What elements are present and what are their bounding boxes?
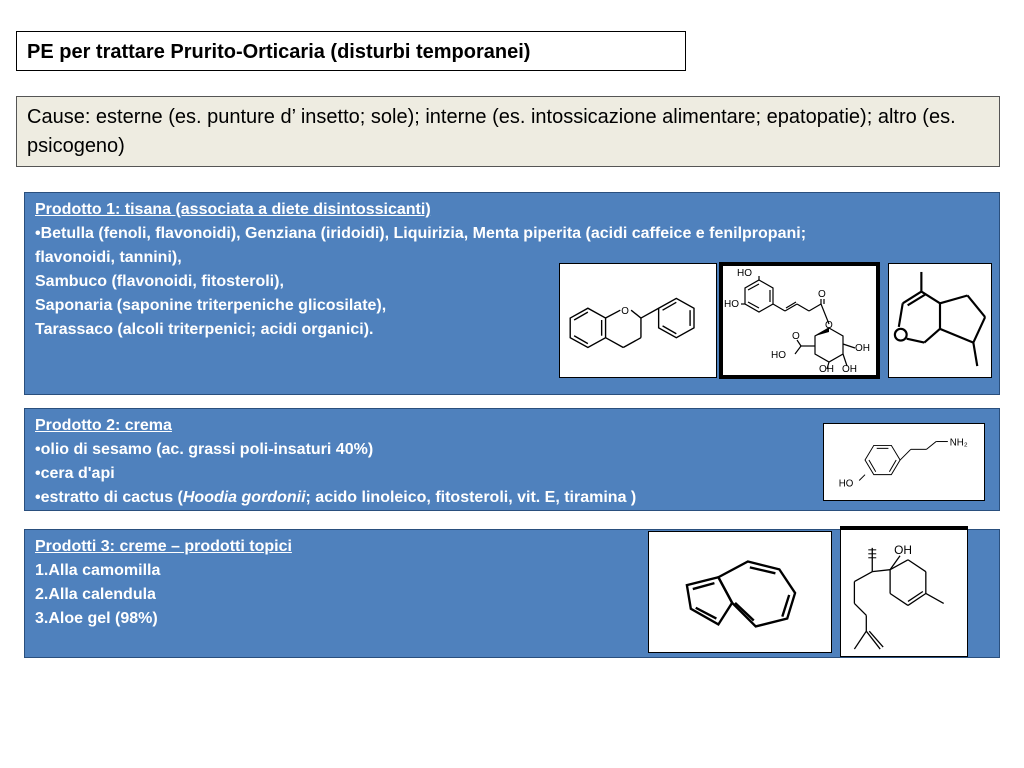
slide-title: PE per trattare Prurito-Orticaria (disturbi temporanei) bbox=[16, 31, 686, 71]
caffeoyl-hydroxyl-label-1: HO bbox=[737, 268, 752, 279]
quinic-hydroxyl-label-1: OH bbox=[855, 343, 870, 354]
product-1-heading: Prodotto 1: tisana (associata a diete disintossicanti) bbox=[35, 201, 431, 218]
caffeoyl-ester-oxygen-label: O bbox=[825, 320, 833, 331]
product-1-line: Tarassaco (alcoli triterpenici; acidi organici). bbox=[35, 321, 374, 338]
quinic-hydroxyl-label-3: OH bbox=[842, 364, 857, 375]
quinic-carboxyl-oxygen-label: O bbox=[792, 331, 800, 342]
bisabolol-structure-image bbox=[840, 526, 968, 657]
azulene-structure-svg bbox=[649, 532, 831, 652]
bisabolol-hydroxyl-label: OH bbox=[894, 542, 912, 557]
tyramine-structure-svg bbox=[824, 424, 984, 500]
product-3-heading: Prodotti 3: creme – prodotti topici bbox=[35, 538, 292, 555]
product-1-line: Sambuco (flavonoidi, fitosteroli), bbox=[35, 273, 284, 290]
azulene-structure-image bbox=[648, 531, 832, 653]
cactus-line-suffix: ; acido linoleico, fitosteroli, vit. E, tiramina ) bbox=[305, 489, 637, 506]
product-2-line: •cera d'api bbox=[35, 465, 115, 482]
tyramine-hydroxyl-label: HO bbox=[838, 478, 854, 490]
iridoid-structure-svg bbox=[889, 264, 991, 377]
product-1-line: flavonoidi, tannini), bbox=[35, 249, 182, 266]
quinic-hydroxyl-label-2: OH bbox=[819, 364, 834, 375]
iridoid-structure-image bbox=[888, 263, 992, 378]
product-2-heading: Prodotto 2: crema bbox=[35, 417, 172, 434]
tyramine-structure-image bbox=[823, 423, 985, 501]
product-1-line: Saponaria (saponine triterpeniche glicosilate), bbox=[35, 297, 387, 314]
bisabolol-structure-svg bbox=[841, 530, 967, 656]
hoodia-gordonii-italic: Hoodia gordonii bbox=[182, 489, 306, 506]
caffeoyl-carbonyl-oxygen-label: O bbox=[818, 289, 826, 300]
flavan-oxygen-label: O bbox=[621, 306, 629, 318]
flavan-structure-svg bbox=[560, 264, 716, 377]
flavan-structure-image bbox=[559, 263, 717, 378]
cactus-line-prefix: •estratto di cactus ( bbox=[35, 489, 183, 506]
caffeoyl-hydroxyl-label-2: HO bbox=[724, 299, 739, 310]
quinic-carboxyl-hydroxyl-label: HO bbox=[771, 350, 786, 361]
product-2-line: •olio di sesamo (ac. grassi poli-insaturi 40%) bbox=[35, 441, 374, 458]
product-3-line: 3.Aloe gel (98%) bbox=[35, 610, 158, 627]
product-3-line: 2.Alla calendula bbox=[35, 586, 156, 603]
caffeoylquinic-acid-structure-svg bbox=[723, 266, 876, 375]
caffeoylquinic-acid-structure-image bbox=[719, 262, 880, 379]
product-3-line: 1.Alla camomilla bbox=[35, 562, 161, 579]
product-1-line: •Betulla (fenoli, flavonoidi), Genziana (iridoidi), Liquirizia, Menta piperita (acidi caffeice e fenilpropani; bbox=[35, 225, 807, 242]
tyramine-amine-label: NH₂ bbox=[949, 437, 968, 449]
causes-box: Cause: esterne (es. punture d’ insetto; sole); interne (es. intossicazione alimentare; epatopatie); altro (es. psicogeno) bbox=[16, 96, 1000, 167]
